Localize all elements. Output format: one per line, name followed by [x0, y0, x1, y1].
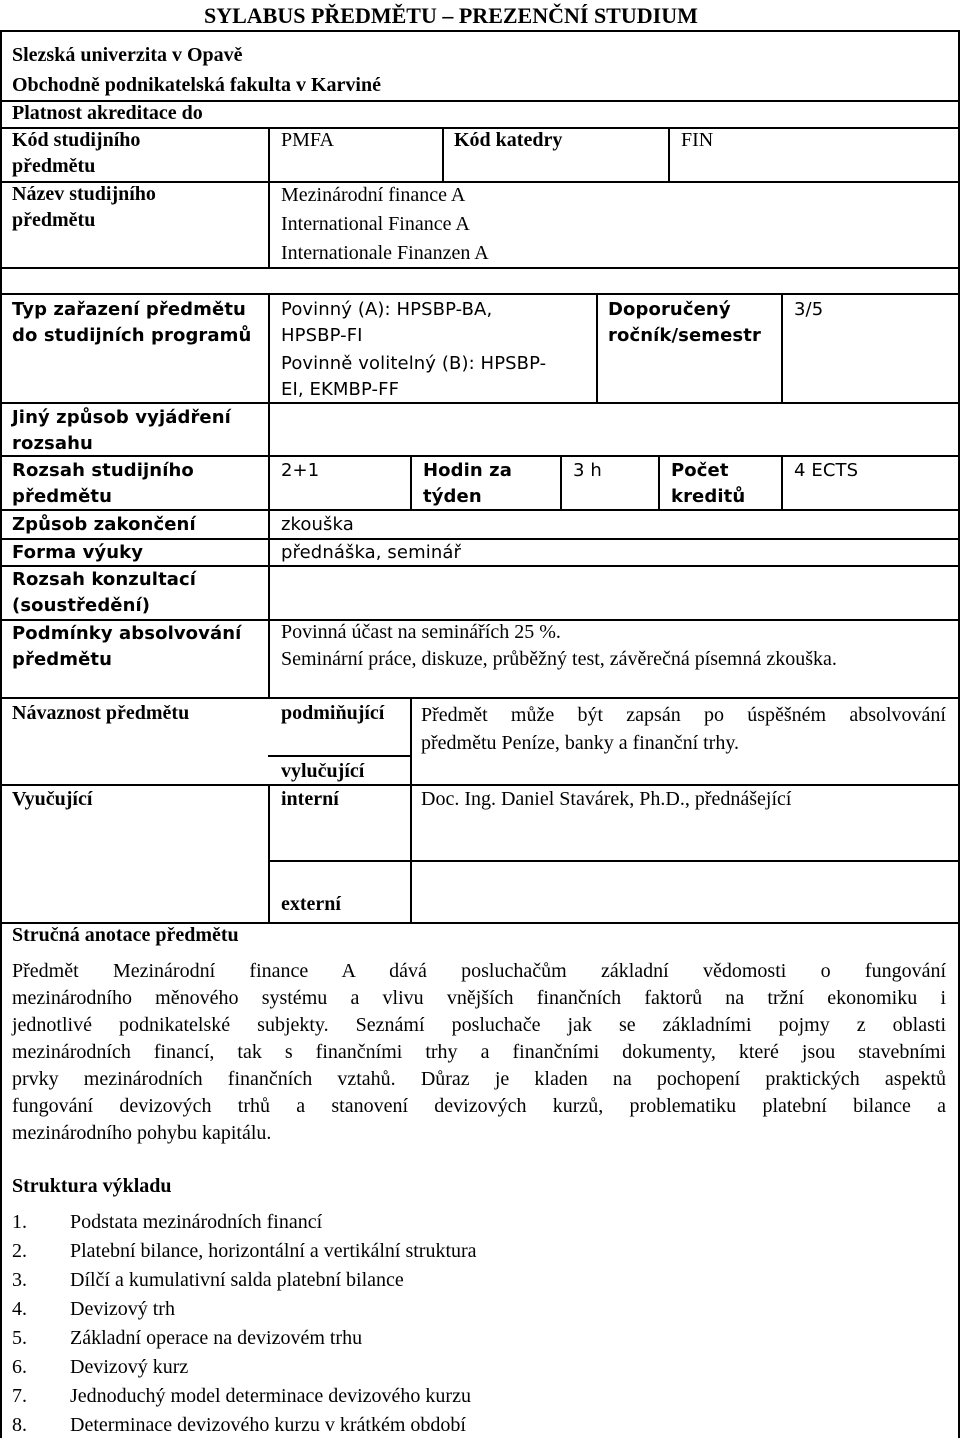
- divider: [268, 860, 958, 862]
- annotation-label: Stručná anotace předmětu: [12, 924, 239, 946]
- form-value: přednáška, seminář: [281, 542, 461, 563]
- divider: [0, 293, 960, 295]
- list-item-number: 1.: [12, 1211, 27, 1233]
- other-scope-label: rozsahu: [12, 433, 93, 454]
- divider: [781, 293, 783, 403]
- divider: [410, 455, 412, 509]
- divider: [268, 293, 270, 697]
- scope-label: Rozsah studijního: [12, 460, 194, 481]
- internal-label: interní: [281, 788, 339, 810]
- course-name-de: Internationale Finanzen A: [281, 242, 489, 264]
- annotation-line: jednotlivé podnikatelské subjekty. Seznámí posluchače jak se základními pojmy z oblasti: [12, 1014, 946, 1036]
- list-item: [12, 1208, 477, 1237]
- structure-list: [12, 1208, 477, 1440]
- form-label: Forma výuky: [12, 542, 144, 563]
- course-code-value: PMFA: [281, 129, 334, 151]
- list-item-text: Podstata mezinárodních financí: [70, 1211, 323, 1233]
- divider: [268, 784, 270, 924]
- table-border-left: [0, 30, 2, 1438]
- list-item: [12, 1324, 477, 1353]
- exclusive-label: vylučující: [281, 760, 365, 782]
- course-name-label: Název studijního: [12, 183, 156, 205]
- hours-label: Hodin za: [423, 460, 512, 481]
- consultations-label: (soustředění): [12, 595, 151, 616]
- dept-code-value: FIN: [681, 129, 714, 151]
- annotation-line: mezinárodních financí, tak s finančními trhy a finančními dokumenty, které jsou stavebními: [12, 1041, 946, 1063]
- conditions-value: Seminární práce, diskuze, průběžný test, závěrečná písemná zkouška.: [281, 648, 837, 670]
- divider: [0, 538, 960, 540]
- accreditation-label: Platnost akreditace do: [12, 102, 203, 124]
- list-item-text: Determinace devizového kurzu v krátkém období: [70, 1414, 466, 1436]
- divider: [0, 267, 960, 269]
- conditional-label: podmiňující: [281, 702, 385, 724]
- conditions-label: předmětu: [12, 649, 113, 670]
- divider: [560, 455, 562, 509]
- list-item-number: 7.: [12, 1385, 27, 1407]
- completion-label: Způsob zakončení: [12, 514, 196, 535]
- list-item-number: 2.: [12, 1240, 27, 1262]
- year-label: Doporučený: [608, 299, 731, 320]
- course-code-label: Kód studijního: [12, 129, 141, 151]
- annotation-line: mezinárodního pohybu kapitálu.: [12, 1122, 272, 1144]
- divider: [658, 455, 660, 509]
- list-item: [12, 1353, 477, 1382]
- prerequisite-label: Návaznost předmětu: [12, 702, 190, 724]
- annotation-line: mezinárodního měnového systému a vlivu vnějších finančních faktorů na tržní ekonomiku i: [12, 987, 946, 1009]
- consultations-label: Rozsah konzultací: [12, 569, 197, 590]
- scope-value: 2+1: [281, 460, 320, 481]
- faculty-name: Obchodně podnikatelská fakulta v Karviné: [12, 74, 381, 96]
- external-label: externí: [281, 893, 341, 915]
- conditions-value: Povinná účast na seminářích 25 %.: [281, 621, 561, 643]
- conditional-value: předmětu Peníze, banky a finanční trhy.: [421, 732, 740, 754]
- course-code-label: předmětu: [12, 155, 96, 177]
- list-item-number: 8.: [12, 1414, 27, 1436]
- list-item: [12, 1382, 477, 1411]
- list-item-text: Devizový trh: [70, 1298, 175, 1320]
- list-item: [12, 1295, 477, 1324]
- divider: [410, 784, 412, 924]
- list-item-text: Dílčí a kumulativní salda platební bilance: [70, 1269, 404, 1291]
- annotation-line: Předmět Mezinárodní finance A dává posluchačům základní vědomosti o fungování: [12, 960, 946, 982]
- divider: [0, 697, 960, 699]
- table-border-top: [0, 30, 960, 32]
- program-type-value: HPSBP-FI: [281, 325, 363, 346]
- annotation-line: fungování devizových trhů a stanovení devizových kurzů, problematiku platební bilance a: [12, 1095, 946, 1117]
- conditions-label: Podmínky absolvování: [12, 623, 242, 644]
- list-item-text: Jednoduchý model determinace devizového kurzu: [70, 1385, 471, 1407]
- course-name-cz: Mezinárodní finance A: [281, 184, 466, 206]
- list-item: [12, 1266, 477, 1295]
- internal-teacher: Doc. Ing. Daniel Stavárek, Ph.D., přednášející: [421, 788, 792, 810]
- annotation-text: [12, 958, 946, 1147]
- list-item: [12, 1237, 477, 1266]
- divider: [668, 127, 670, 181]
- course-name-en: International Finance A: [281, 213, 470, 235]
- divider: [442, 127, 444, 181]
- structure-label: Struktura výkladu: [12, 1175, 172, 1197]
- hours-value: 3 h: [573, 460, 602, 481]
- list-item-text: Devizový kurz: [70, 1356, 189, 1378]
- divider: [268, 127, 270, 267]
- dept-code-label: Kód katedry: [454, 129, 563, 151]
- credits-label: kreditů: [671, 486, 746, 507]
- course-name-label: předmětu: [12, 209, 96, 231]
- divider: [268, 755, 410, 757]
- scope-label: předmětu: [12, 486, 113, 507]
- program-type-value: Povinný (A): HPSBP-BA,: [281, 299, 493, 320]
- credits-label: Počet: [671, 460, 729, 481]
- divider: [410, 697, 412, 785]
- completion-value: zkouška: [281, 514, 354, 535]
- credits-value: 4 ECTS: [794, 460, 859, 481]
- year-label: ročník/semestr: [608, 325, 761, 346]
- list-item-text: Platební bilance, horizontální a vertikální struktura: [70, 1240, 477, 1262]
- list-item-number: 4.: [12, 1298, 27, 1320]
- program-type-value: EI, EKMBP-FF: [281, 379, 400, 400]
- teachers-label: Vyučující: [12, 788, 93, 810]
- program-type-label: do studijních programů: [12, 325, 252, 346]
- list-item: [12, 1411, 477, 1440]
- annotation-line: prvky mezinárodních finančních vztahů. Důraz je kladen na pochopení praktických aspektů: [12, 1068, 946, 1090]
- university-name: Slezská univerzita v Opavě: [12, 44, 243, 66]
- list-item-number: 6.: [12, 1356, 27, 1378]
- list-item-text: Základní operace na devizovém trhu: [70, 1327, 363, 1349]
- other-scope-label: Jiný způsob vyjádření: [12, 407, 231, 428]
- divider: [596, 293, 598, 403]
- program-type-value: Povinně volitelný (B): HPSBP-: [281, 353, 547, 374]
- year-value: 3/5: [794, 299, 824, 320]
- hours-label: týden: [423, 486, 482, 507]
- page-header: SYLABUS PŘEDMĚTU – PREZENČNÍ STUDIUM: [204, 3, 698, 28]
- list-item-number: 3.: [12, 1269, 27, 1291]
- divider: [781, 455, 783, 509]
- conditional-value: Předmět může být zapsán po úspěšném absolvování: [421, 704, 946, 726]
- program-type-label: Typ zařazení předmětu: [12, 299, 246, 320]
- list-item-number: 5.: [12, 1327, 27, 1349]
